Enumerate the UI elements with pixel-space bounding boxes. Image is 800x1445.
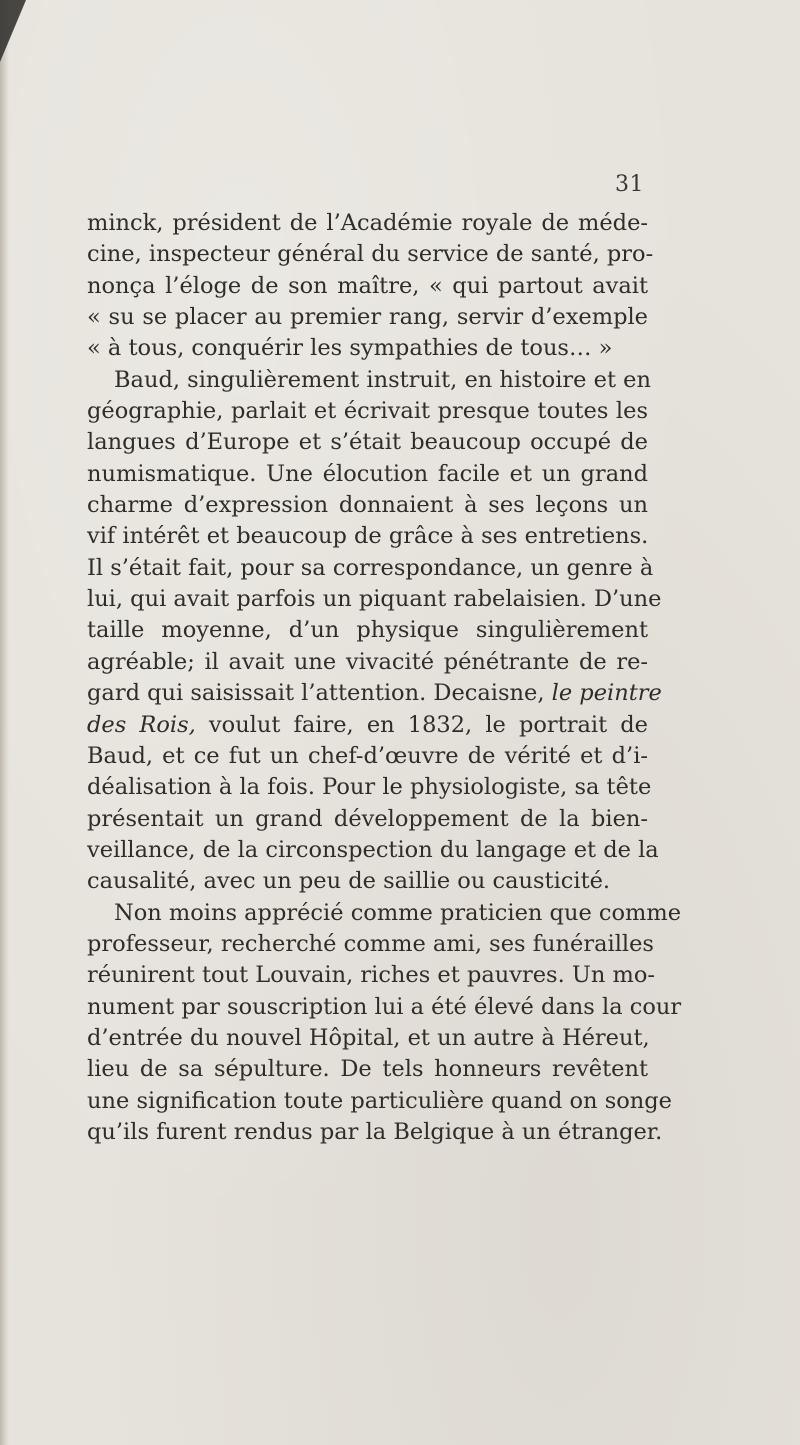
text-line: présentait un grand développement de la bien- bbox=[87, 805, 648, 832]
text-line: causalité, avec un peu de saillie ou causticité. bbox=[87, 868, 611, 895]
page-corner-shadow bbox=[0, 0, 26, 62]
text-line: agréable; il avait une vivacité pénétrante de re- bbox=[87, 648, 648, 675]
text-line: Baud, et ce fut un chef-d’œuvre de vérité et d’i- bbox=[87, 742, 648, 769]
text-line: « su se placer au premier rang, servir d’exemple bbox=[87, 304, 648, 331]
italic-text: le peintre bbox=[551, 680, 662, 707]
text-segment: voulut faire, en 1832, le portrait de bbox=[195, 711, 648, 738]
italic-text: des Rois, bbox=[87, 711, 196, 738]
text-line: qu’ils furent rendus par la Belgique à un étranger. bbox=[87, 1118, 663, 1145]
text-line: géographie, parlait et écrivait presque toutes les bbox=[87, 398, 648, 425]
body-text bbox=[87, 208, 682, 1148]
text-line: déalisation à la fois. Pour le physiologiste, sa tête bbox=[87, 774, 652, 801]
text-line: charme d’expression donnaient à ses leçons un bbox=[87, 492, 648, 519]
text-line bbox=[87, 678, 662, 709]
text-line: professeur, recherché comme ami, ses funérailles bbox=[87, 930, 654, 957]
text-line: taille moyenne, d’un physique singulièrement bbox=[87, 617, 648, 644]
text-line: réunirent tout Louvain, riches et pauvres. Un mo- bbox=[87, 962, 655, 989]
page-binding-edge bbox=[0, 0, 9, 1445]
text-line: Non moins apprécié comme praticien que comme bbox=[114, 899, 682, 926]
page-number: 31 bbox=[615, 172, 644, 197]
text-line: vif intérêt et beaucoup de grâce à ses entretiens. bbox=[87, 523, 649, 550]
text-line: « à tous, conquérir les sympathies de tous… » bbox=[87, 335, 613, 362]
text-line: langues d’Europe et s’était beaucoup occupé de bbox=[87, 429, 648, 456]
text-line: une signification toute particulière quand on songe bbox=[87, 1087, 672, 1114]
text-line: Baud, singulièrement instruit, en histoire et en bbox=[114, 366, 651, 393]
text-line: lieu de sa sépulture. De tels honneurs revêtent bbox=[87, 1056, 648, 1083]
text-line: veillance, de la circonspection du langage et de la bbox=[87, 836, 659, 863]
text-line: Il s’était fait, pour sa correspondance, un genre à bbox=[87, 554, 654, 581]
text-segment: gard qui saisissait l’attention. Decaisne, bbox=[87, 680, 552, 707]
text-line: lui, qui avait parfois un piquant rabelaisien. D’une bbox=[87, 586, 662, 613]
text-line: nument par souscription lui a été élevé dans la cour bbox=[87, 993, 682, 1020]
text-line bbox=[87, 710, 648, 741]
text-line: cine, inspecteur général du service de santé, pro- bbox=[87, 241, 654, 268]
text-line: numismatique. Une élocution facile et un grand bbox=[87, 460, 648, 487]
text-line: minck, président de l’Académie royale de méde- bbox=[87, 210, 648, 236]
text-line: d’entrée du nouvel Hôpital, et un autre à Héreut, bbox=[87, 1024, 650, 1051]
text-line: nonça l’éloge de son maître, « qui partout avait bbox=[87, 272, 648, 299]
